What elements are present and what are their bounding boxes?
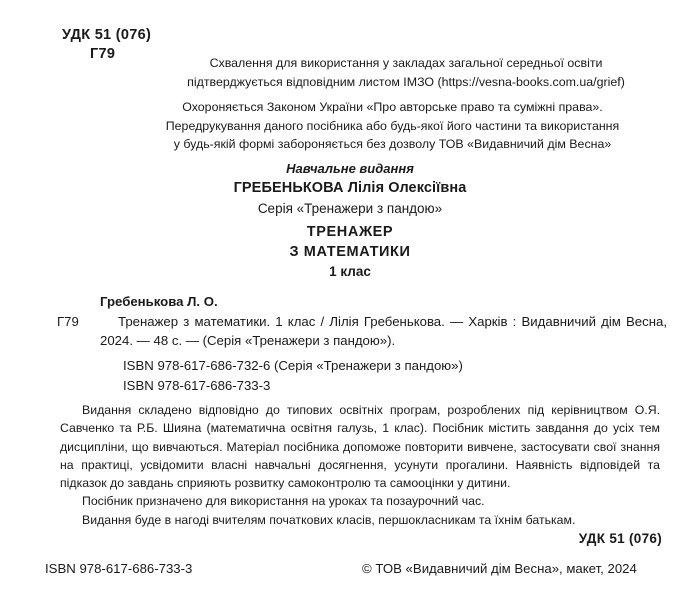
approval-note — [150, 54, 662, 91]
title-grade-level: 1 клас — [329, 264, 371, 279]
bibliographic-body — [57, 312, 667, 351]
author-full-name: ГРЕБЕНЬКОВА Лілія Олексіївна — [233, 180, 467, 196]
isbn-book: ISBN 978-617-686-733-3 — [123, 377, 271, 393]
isbn-series: ISBN 978-617-686-732-6 (Серія «Тренажери з пандою») — [123, 358, 463, 373]
udk-classification-bottom: УДК 51 (076) — [578, 531, 662, 546]
isbn-group — [123, 356, 463, 395]
annotation-paragraph-2: Посібник призначено для використання на уроках та позаурочний час. — [82, 494, 485, 509]
footer-copyright: © ТОВ «Видавничий дім Весна», макет, 2024 — [362, 561, 637, 576]
udk-code: УДК 51 (076) — [62, 27, 152, 43]
udk-classification-top — [62, 26, 151, 64]
series-name: Серія «Тренажери з пандою» — [257, 201, 443, 216]
copyright-warning-line-2: Передрукування даного посібника або будь-якої його частини та використання — [165, 118, 620, 133]
bibliographic-record — [57, 292, 667, 351]
approval-line-1: Схвалення для використання у закладах загальної середньої освіти — [209, 56, 603, 70]
imprint-block — [180, 160, 520, 219]
bibliographic-description: Тренажер з математики. 1 клас / Лілія Гребенькова. — Харків : Видавничий дім Весна, 2024. — 48 с. — (Серія «Тренажери з пандою»). — [100, 313, 667, 348]
edition-type: Навчальне видання — [286, 161, 414, 176]
bibliographic-author: Гребенькова Л. О. — [100, 294, 218, 309]
bibliographic-index: Г79 — [57, 313, 79, 329]
copyright-warning — [120, 98, 665, 154]
annotation-paragraph-1: Видання складено відповідно до типових освітніх програм, розроблених під керівництвом О.Я. Савченко та Р.Б. Шияна (математична освітня галузь, 1 клас). Посібник містить завдання до усіх тем дисципліни, що вивчаються. Матеріал посібника допоможе повторити вивчене, застосувати свої знання на практиці, усвідомити власні навчальні досягнення, усунути прогалини. Наявність відповідей та підказок до завдань сприяють розвитку самоконтролю та самооцінки у дитини. — [60, 403, 660, 491]
annotation-paragraph-3: Видання буде в нагоді вчителям початкових класів, першокласникам та їхнім батькам. — [82, 512, 576, 527]
book-title-block — [180, 222, 520, 282]
footer-isbn: ISBN 978-617-686-733-3 — [45, 561, 193, 576]
title-line-1: ТРЕНАЖЕР — [306, 224, 394, 240]
udk-author-index: Г79 — [90, 46, 116, 62]
title-line-2: З МАТЕМАТИКИ — [289, 244, 411, 260]
copyright-warning-line-1: Охороняється Законом України «Про авторське право та суміжні права». — [182, 100, 603, 114]
copyright-warning-line-3: у будь-якій формі забороняється без дозволу ТОВ «Видавничий дім Весна» — [173, 137, 612, 151]
approval-line-2: підтверджується відповідним листом ІМЗО (https://vesna-books.com.ua/grief) — [187, 74, 625, 89]
annotation-text — [60, 401, 660, 529]
